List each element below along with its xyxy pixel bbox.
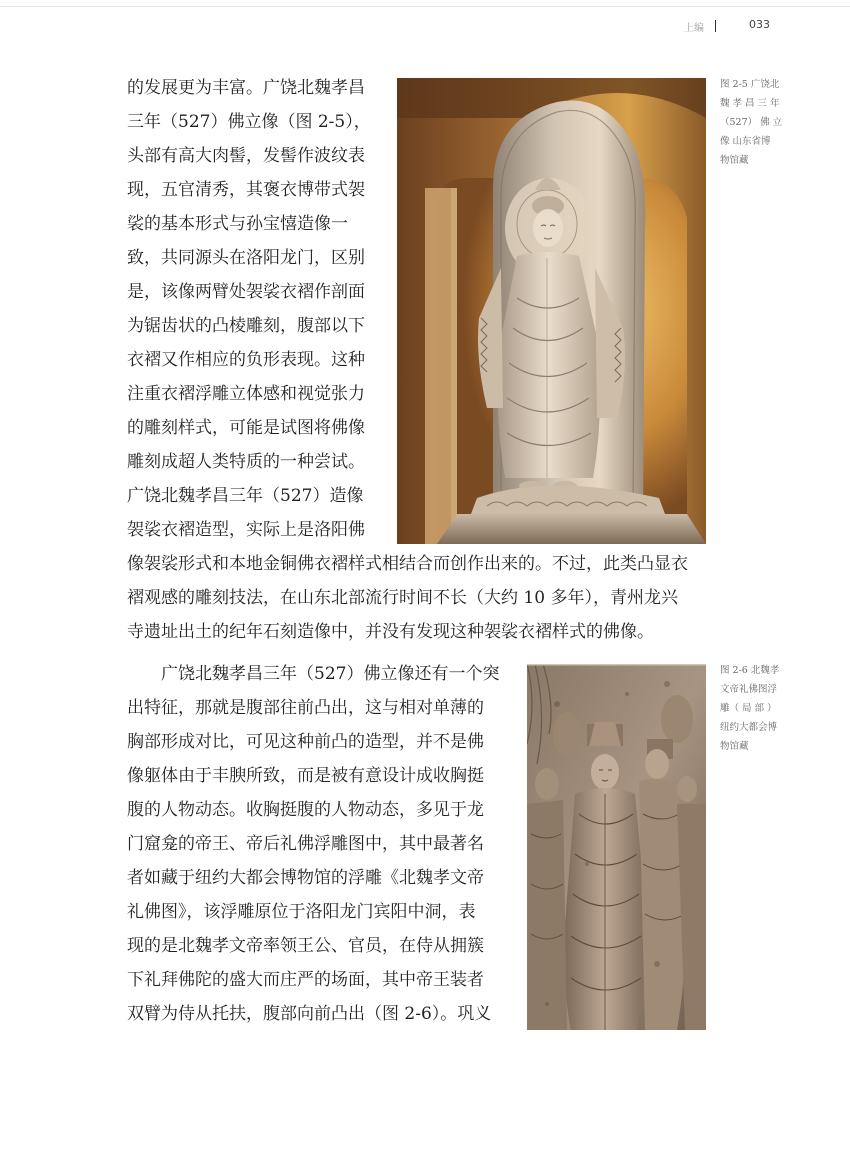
running-header-section: 上编 (684, 23, 704, 34)
page-number: 033 (749, 18, 770, 31)
body-line: 现的是北魏孝文帝率领王公、官员，在侍从拥簇 (127, 936, 484, 956)
body-line: 的发展更为丰富。广饶北魏孝昌 (127, 78, 365, 98)
body-line: 出特征，那就是腹部往前凸出，这与相对单薄的 (127, 698, 484, 718)
caption-line: 纽约大都会博 (720, 722, 778, 733)
body-line: 头部有高大肉髻，发髻作波纹表 (127, 146, 365, 166)
body-line: 广饶北魏孝昌三年（527）佛立像还有一个突 (161, 664, 500, 684)
body-line: 致，共同源头在洛阳龙门，区别 (127, 248, 365, 268)
body-line: 腹的人物动态。收胸挺腹的人物动态，多见于龙 (127, 800, 484, 820)
caption-line: 雕（ 局 部 ） (720, 703, 777, 714)
caption-line: 文帝礼佛图浮 (720, 684, 778, 695)
body-line: 像袈裟形式和本地金铜佛衣褶样式相结合而创作出来的。不过，此类凸显衣 (127, 554, 688, 574)
body-line: 三年（527）佛立像（图 2-5）， (127, 112, 371, 132)
caption-line: 像 山东省博 (720, 136, 771, 147)
body-line: 是，该像两臂处袈裟衣褶作剖面 (127, 282, 365, 302)
relief-image (527, 664, 706, 1030)
body-line: 衣褶又作相应的负形表现。这种 (127, 350, 365, 370)
body-line: 门窟龛的帝王、帝后礼佛浮雕图中，其中最著名 (127, 834, 484, 854)
body-line: 胸部形成对比，可见这种前凸的造型，并不是佛 (127, 732, 484, 752)
buddha-statue-image (397, 78, 706, 544)
body-line: 广饶北魏孝昌三年（527）造像 (127, 486, 364, 506)
body-line: 下礼拜佛陀的盛大而庄严的场面，其中帝王装者 (127, 970, 484, 990)
caption-line: （527） 佛 立 (720, 117, 783, 128)
body-line: 雕刻成超人类特质的一种尝试。 (127, 452, 365, 472)
header-divider (715, 20, 716, 32)
body-line: 为锯齿状的凸棱雕刻，腹部以下 (127, 316, 365, 336)
caption-line: 魏 孝 昌 三 年 (720, 98, 780, 109)
body-line: 礼佛图》，该浮雕原位于洛阳龙门宾阳中洞，表 (127, 902, 476, 922)
body-line: 的雕刻样式，可能是试图将佛像 (127, 418, 365, 438)
body-line: 双臂为侍从托扶，腹部向前凸出（图 2-6）。巩义 (127, 1004, 492, 1024)
figure-2-5-photo (397, 78, 706, 544)
body-line: 现，五官清秀，其褒衣博带式袈 (127, 180, 365, 200)
body-line: 褶观感的雕刻技法，在山东北部流行时间不长（大约 10 多年），青州龙兴 (127, 588, 678, 608)
body-line: 寺遗址出土的纪年石刻造像中，并没有发现这种袈裟衣褶样式的佛像。 (127, 622, 654, 642)
caption-line: 物馆藏 (720, 741, 749, 752)
body-line: 像躯体由于丰腴所致，而是被有意设计成收胸挺 (127, 766, 484, 786)
body-line: 注重衣褶浮雕立体感和视觉张力 (127, 384, 365, 404)
body-line: 袈裟衣褶造型，实际上是洛阳佛 (127, 520, 365, 540)
body-line: 裟的基本形式与孙宝憘造像一 (127, 214, 348, 234)
top-rule (0, 6, 850, 7)
caption-line: 图 2-5 广饶北 (720, 79, 780, 90)
figure-2-6-photo (527, 664, 706, 1030)
caption-line: 物馆藏 (720, 155, 749, 166)
caption-line: 图 2-6 北魏孝 (720, 665, 780, 676)
body-line: 者如藏于纽约大都会博物馆的浮雕《北魏孝文帝 (127, 868, 484, 888)
